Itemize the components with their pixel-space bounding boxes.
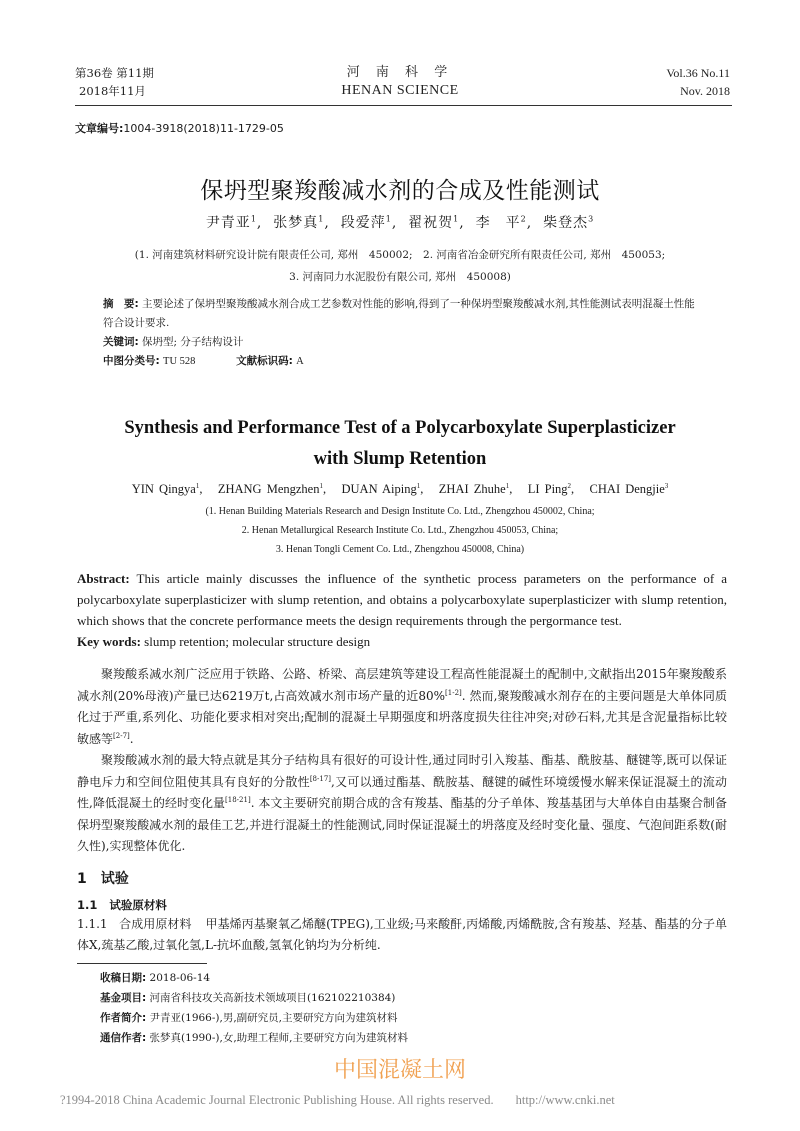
abstract-en-block	[77, 568, 727, 652]
authors-en: YIN Qingya$^1$, ZHANG Mengzhen$^1$, DUAN Aiping$^1$, ZHAI Zhuhe$^1$, LI Ping$^2$, CHAI Dengjie$^3$	[131, 482, 669, 497]
header-volume-issue-en: Vol.36 No.11	[666, 66, 730, 80]
title-en-line: Synthesis and Performance Test of a Polycarboxylate Superplasticizer	[124, 418, 676, 438]
doc-code-value: A	[296, 356, 304, 367]
body-paragraph-1	[77, 664, 727, 750]
cnki-link[interactable]: http://www.cnki.net	[515, 1093, 615, 1107]
section-title: 试验原材料	[109, 897, 167, 912]
author-cn: 尹青亚$^1$	[205, 214, 257, 231]
footnote-corresponding: 通信作者: 张梦真(1990-),女,助理工程师,主要研究方向为建筑材料	[100, 1031, 409, 1044]
author-cn: 柴登杰$^3$	[543, 214, 595, 231]
affiliation-cn-line: 3. 河南同力水泥股份有限公司, 郑州 450008)	[289, 271, 511, 283]
citation[interactable]: [2-7]	[113, 731, 130, 740]
section-title: 试验	[100, 870, 129, 887]
clc-value: TU 528	[163, 356, 196, 367]
abstract-cn-label: 摘 要:	[103, 298, 139, 310]
footnote-rule	[77, 963, 207, 964]
subsection-heading: 1.1.1 合成用原材料	[77, 916, 192, 931]
journal-name-cn: 河 南 科 学	[346, 65, 454, 80]
keywords-cn-label: 关键词:	[103, 336, 139, 348]
section-heading-1	[77, 868, 727, 890]
author-cn: 翟祝贺$^1$	[408, 214, 460, 231]
abstract-cn-text: 主要论述了保坍型聚羧酸减水剂合成工艺参数对性能的影响,得到了一种保坍型聚羧酸减水剂,其性能测试表明混凝土性能符合设计要求.	[103, 298, 695, 329]
citation[interactable]: [18-21]	[225, 796, 251, 804]
author-en: YIN Qingya$^1$	[131, 482, 200, 497]
section-heading-1-1	[77, 896, 727, 914]
keywords-en	[77, 631, 727, 652]
title-cn: 保坍型聚羧酸减水剂的合成及性能测试	[200, 178, 600, 204]
classification	[103, 352, 703, 371]
affiliation-cn-line: (1. 河南建筑材料研究设计院有限责任公司, 郑州 450002; 2. 河南省冶金研究所有限责任公司, 郑州 450053;	[134, 249, 666, 261]
footnote-funding: 基金项目: 河南省科技攻关高新技术领域项目(162102210384)	[100, 991, 396, 1004]
keywords-cn	[103, 333, 703, 352]
article-number-value: 1004-3918(2018)11-1729-05	[123, 122, 284, 135]
journal-name-en: HENAN SCIENCE	[341, 83, 459, 98]
abstract-cn-block	[103, 295, 703, 371]
watermark-logo: 中国混凝土网	[333, 1058, 466, 1083]
keywords-en-text: slump retention; molecular structure design	[144, 634, 371, 649]
keywords-cn-text: 保坍型; 分子结构设计	[142, 336, 244, 348]
header-volume-cn: 第36卷 第11期	[75, 66, 154, 80]
article-number-label: 文章编号:	[75, 122, 124, 135]
article-number	[75, 120, 284, 136]
abstract-en-label: Abstract:	[77, 571, 130, 586]
body-text: 聚羧酸减水剂的最大特点就是其分子结构具有很好的可设计性,通过同时引入羧基、酯基、酰胺基、醚键等,既可以保证静电斥力和空间位阻使其具有良好的分散性	[77, 753, 727, 789]
header-journal	[200, 64, 600, 100]
header-date-en: Nov. 2018	[680, 84, 730, 98]
affiliations-cn	[0, 244, 800, 288]
abstract-en-text: This article mainly discusses the influence of the synthetic process parameters on the performance of a polycarboxylate superplasticizer with slump retention, and obtains a polycarboxylate superplasticizer with slump retention, which shows that the concrete performance meets the design requirements through the pergormance test.	[77, 571, 728, 628]
author-en: ZHAI Zhuhe$^1$	[438, 482, 510, 497]
author-en: ZHANG Mengzhen$^1$	[217, 482, 323, 497]
section-number: 1	[77, 870, 87, 887]
affiliation-en-line: 2. Henan Metallurgical Research Institute Co. Ltd., Zhengzhou 450053, China;	[241, 525, 559, 536]
author-en: LI Ping$^2$	[527, 482, 572, 497]
header-volume-issue	[75, 64, 154, 100]
copyright-text: ?1994-2018 China Academic Journal Electronic Publishing House. All rights reserved.	[60, 1093, 494, 1107]
abstract-cn	[103, 295, 703, 333]
author-cn: 李 平$^2$	[475, 214, 527, 231]
body-text: 聚羧酸系减水剂广泛应用于铁路、公路、桥梁、高层建筑等建设工程高性能混凝土的配制中,文献指出2015年聚羧酸系减水剂(20%母液)产量已达6219万t,占高效减水剂市场产量的近80%	[77, 667, 727, 703]
citation[interactable]: [1-2]	[445, 688, 462, 697]
abstract-en	[77, 568, 727, 631]
affiliation-en-line: 3. Henan Tongli Cement Co. Ltd., Zhengzhou 450008, China)	[275, 544, 525, 555]
body-text: 甲基烯丙基聚氧乙烯醚(TPEG),工业级;马来酸酐,丙烯酸,丙烯酰胺,含有羧基、羟基、酯基的分子单体X,巯基乙酸,过氧化氢,L-抗坏血酸,氢氧化钠均为分析纯.	[77, 916, 727, 952]
header-date-cn: 2018年11月	[79, 84, 146, 98]
title-en-line: with Slump Retention	[313, 449, 487, 469]
title-en	[0, 413, 800, 475]
section-number: 1.1	[77, 897, 98, 912]
footnote-received: 收稿日期: 2018-06-14	[100, 971, 211, 984]
author-cn: 段爱萍$^1$	[340, 214, 392, 231]
body-text: . 然而,聚羧酸减水剂存在的主要问题是大单体同质化过于严重,系列化、功能化要求相对突出;配制的混凝土早期强度和坍落度损失往往冲突;对砂石料,尤其是含泥量指标比较敏感等	[77, 688, 727, 746]
authors-cn: 尹青亚$^1$, 张梦真$^1$, 段爱萍$^1$, 翟祝贺$^1$, 李 平$^2$, 柴登杰$^3$	[205, 214, 595, 231]
body-text: . 本文主要研究前期合成的含有羧基、酯基的分子单体、羧基基团与大单体自由基聚合制备保坍型聚羧酸减水剂的最佳工艺,并进行混凝土的性能测试,同时保证混凝土的坍落度及经时变化量、强度、气泡间距系数(耐久性),实现整体优化.	[77, 796, 727, 853]
author-cn: 张梦真$^1$	[273, 214, 325, 231]
body-paragraph-2	[77, 750, 727, 858]
clc-label: 中图分类号:	[103, 355, 160, 367]
affiliation-en-line: (1. Henan Building Materials Research and Design Institute Co. Ltd., Zhengzhou 450002, China;	[205, 506, 595, 517]
body-paragraph-3	[77, 914, 727, 957]
body-text: .	[129, 731, 134, 746]
copyright-notice	[60, 1092, 615, 1108]
header-rule	[75, 105, 732, 106]
body-flow	[77, 664, 727, 1048]
author-en: CHAI Dengjie$^3$	[589, 482, 669, 497]
header-volume-en	[666, 64, 730, 100]
body-text: ,又可以通过酯基、酰胺基、醚键的碱性环境缓慢水解来保证混凝土的流动性,降低混凝土的经时变化量	[77, 774, 727, 810]
keywords-en-label: Key words:	[77, 634, 141, 649]
affiliations-en	[0, 502, 800, 559]
doc-code-label: 文献标识码:	[236, 355, 293, 367]
footnote-author-bio: 作者简介: 尹青亚(1966-),男,副研究员,主要研究方向为建筑材料	[100, 1011, 398, 1024]
citation[interactable]: [8-17]	[309, 774, 332, 783]
footnotes	[77, 968, 727, 1048]
author-en: DUAN Aiping$^1$	[341, 482, 421, 497]
